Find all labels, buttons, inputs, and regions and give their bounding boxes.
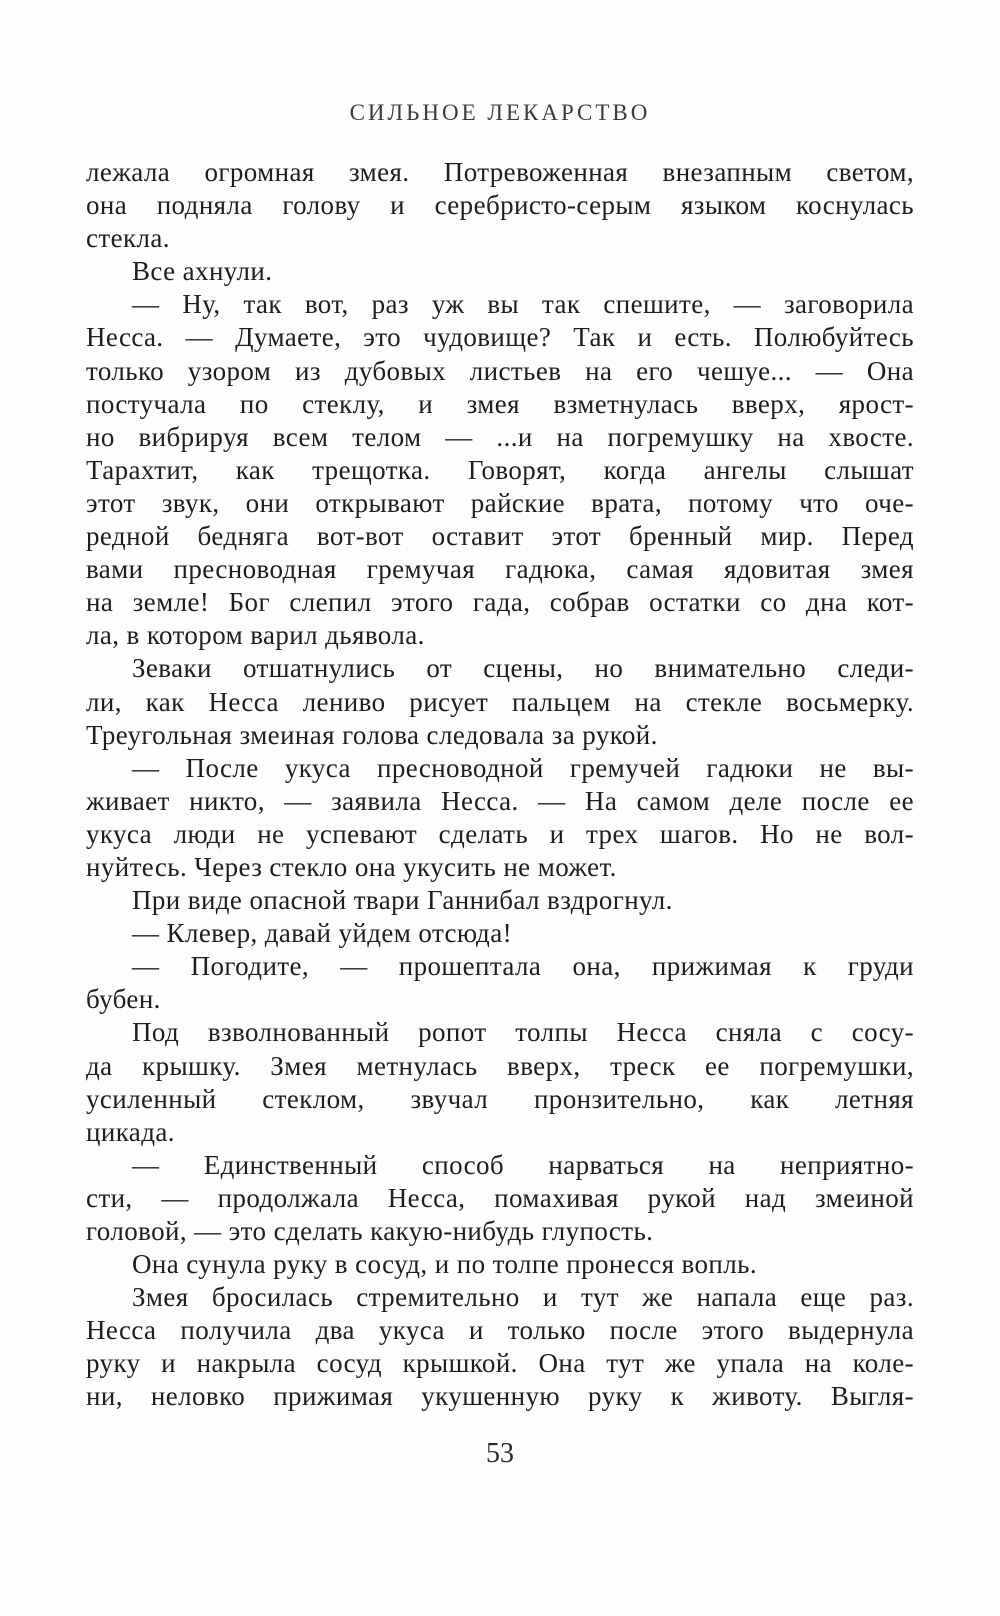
text-line: вами пресноводная гремучая гадюка, самая ядовитая змея [86,554,914,585]
text-line: да крышку. Змея метнулась вверх, треск ее погремушки, [86,1050,914,1081]
running-title: СИЛЬНОЕ ЛЕКАРСТВО [349,100,651,125]
text-line: ла, в котором варил дьявола. [86,620,425,651]
text-line: она подняла голову и серебристо-серым языком коснулась [86,190,914,221]
text-line: Она сунула руку в сосуд, и по толпе пронесся вопль. [132,1249,758,1280]
text-line: — После укуса пресноводной гремучей гадюки не вы- [132,752,914,783]
text-line: Треугольная змеиная голова следовала за рукой. [86,719,658,750]
text-line: этот звук, они открывают райские врата, потому что оче- [86,487,914,518]
text-line: усиленный стеклом, звучал пронзительно, как летняя [86,1083,914,1114]
text-line: живает никто, — заявила Несса. — На самом деле после ее [86,785,914,816]
page-number: 53 [486,1438,514,1469]
text-line: только узором из дубовых листьев на его чешуе... — Она [86,355,914,386]
text-line: нуйтесь. Через стекло она укусить не может. [86,851,617,882]
text-line: на земле! Бог слепил этого гада, собрав остатки со дна кот- [86,587,914,618]
text-line: Змея бросилась стремительно и тут же напала еще раз. [132,1282,914,1313]
text-line: Несса получила два укуса и только после этого выдернула [86,1315,914,1346]
text-line: — Клевер, давай уйдем отсюда! [132,918,512,949]
text-line: ли, как Несса лениво рисует пальцем на стекле восьмерку. [86,686,914,717]
text-line: Зеваки отшатнулись от сцены, но внимательно следи- [132,653,914,684]
text-line: бубен. [86,984,161,1015]
text-line: но вибрируя всем телом — ...и на погремушку на хвосте. [86,421,914,452]
text-block [86,156,914,1414]
text-line: Несса. — Думаете, это чудовище? Так и есть. Полюбуйтесь [86,322,914,353]
text-line: ни, неловко прижимая укушенную руку к животу. Выгля- [86,1381,914,1412]
text-line: постучала по стеклу, и змея взметнулась вверх, ярост- [86,388,914,419]
text-line: При виде опасной твари Ганнибал вздрогнул. [132,885,673,916]
text-line: — Единственный способ нарваться на неприятно- [132,1149,914,1180]
text-line: лежала огромная змея. Потревоженная внезапным светом, [86,157,914,187]
text-line: Тарахтит, как трещотка. Говорят, когда ангелы слышат [86,454,914,485]
text-line: руку и накрыла сосуд крышкой. Она тут же упала на коле- [86,1348,914,1379]
text-line: — Погодите, — прошептала она, прижимая к груди [132,951,914,982]
text-line: Под взволнованный ропот толпы Несса сняла с сосу- [132,1017,914,1048]
text-line: цикада. [86,1116,175,1147]
text-line: головой, — это сделать какую-нибудь глупость. [86,1216,654,1246]
text-line: редной бедняга вот-вот оставит этот бренный мир. Перед [86,521,914,552]
text-line: сти, — продолжала Несса, помахивая рукой над змеиной [86,1182,914,1213]
text-line: — Ну, так вот, раз уж вы так спешите, — заговорила [132,289,914,320]
text-line: Все ахнули. [132,256,273,287]
text-line: укуса люди не успевают сделать и трех шагов. Но не вол- [86,818,914,849]
text-line: стекла. [86,223,170,254]
